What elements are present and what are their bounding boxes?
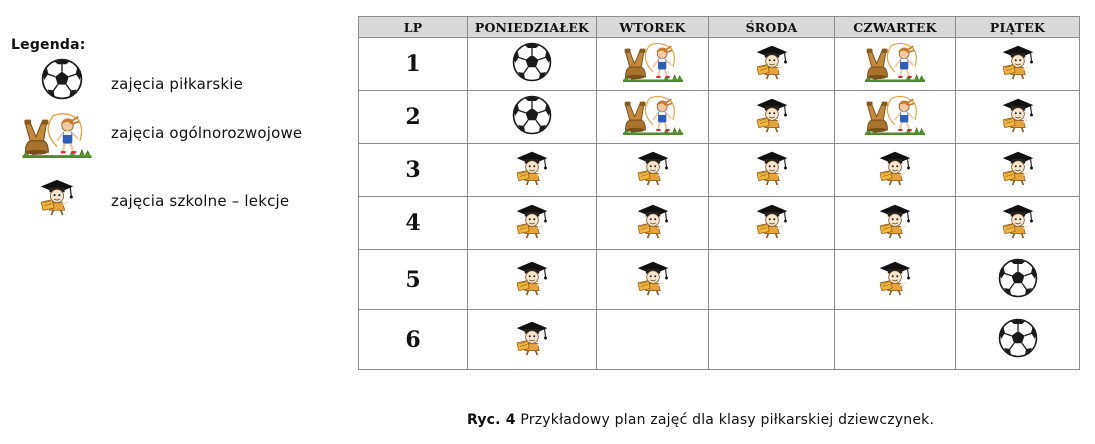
class-schedule-table [358,16,1080,370]
header-lp: LP [359,17,468,38]
schedule-cell [468,38,597,91]
graduate-student-icon [1000,150,1036,186]
schedule-cell [956,38,1080,91]
soccer-ball-icon [512,95,552,135]
soccer-ball-icon [41,58,83,100]
header-thursday: CZWARTEK [835,17,956,38]
lesson-number: 1 [359,38,468,91]
schedule-cell [956,250,1080,310]
schedule-cell [709,310,835,370]
graduate-student-icon [635,150,671,186]
schedule-cell [709,250,835,310]
schedule-cell [597,38,709,91]
table-row [359,310,1080,370]
schedule-cell [468,310,597,370]
schedule-cell [468,91,597,144]
graduate-student-icon [1000,44,1036,80]
header-monday: PONIEDZIAŁEK [468,17,597,38]
schedule-cell [709,38,835,91]
schedule-cell [597,144,709,197]
legend-label-school-lessons: zajęcia szkolne – lekcje [111,192,290,210]
table-header-row [359,17,1080,38]
graduate-student-icon [877,203,913,239]
schedule-cell [956,310,1080,370]
graduate-student-icon [877,150,913,186]
legend-title: Legenda: [11,37,86,53]
lesson-number: 4 [359,197,468,250]
header-friday: PIĄTEK [956,17,1080,38]
graduate-student-icon [514,320,550,356]
soccer-ball-icon [512,42,552,82]
header-wednesday: ŚRODA [709,17,835,38]
graduate-student-icon [754,44,790,80]
schedule-cell [597,250,709,310]
graduate-student-icon [514,203,550,239]
graduate-student-icon [1000,97,1036,133]
graduate-student-icon [754,97,790,133]
jump-rope-girl-icon [865,95,925,135]
schedule-cell [835,197,956,250]
graduate-student-icon [1000,203,1036,239]
graduate-student-icon [877,260,913,296]
schedule-cell [597,197,709,250]
schedule-cell [468,250,597,310]
schedule-cell [956,91,1080,144]
table-row [359,250,1080,310]
schedule-cell [956,144,1080,197]
graduate-student-icon [754,203,790,239]
lesson-number: 6 [359,310,468,370]
legend-label-general-fitness: zajęcia ogólnorozwojowe [111,124,303,142]
schedule-cell [709,144,835,197]
schedule-cell [597,310,709,370]
schedule-cell [597,91,709,144]
schedule-cell [835,38,956,91]
graduate-student-icon [754,150,790,186]
jump-rope-girl-icon [623,95,683,135]
graduate-student-icon [514,150,550,186]
schedule-cell [835,144,956,197]
schedule-cell [468,144,597,197]
figure-caption-text: Przykładowy plan zajęć dla klasy piłkarskiej dziewczynek. [520,412,935,428]
jump-rope-girl-icon [865,42,925,82]
graduate-student-icon [635,260,671,296]
jump-rope-girl-icon [21,112,93,158]
table-row [359,91,1080,144]
header-tuesday: WTOREK [597,17,709,38]
soccer-ball-icon [998,318,1038,358]
jump-rope-girl-icon [623,42,683,82]
table-row [359,38,1080,91]
legend-label-football: zajęcia piłkarskie [111,75,244,93]
schedule-cell [468,197,597,250]
graduate-student-icon [635,203,671,239]
schedule-cell [956,197,1080,250]
lesson-number: 3 [359,144,468,197]
table-row [359,144,1080,197]
figure-number: Ryc. 4 [467,412,516,428]
schedule-cell [835,250,956,310]
table-row [359,197,1080,250]
figure-caption [467,412,934,428]
graduate-student-icon [38,178,76,216]
schedule-cell [709,91,835,144]
lesson-number: 2 [359,91,468,144]
schedule-cell [835,91,956,144]
graduate-student-icon [514,260,550,296]
soccer-ball-icon [998,258,1038,298]
lesson-number: 5 [359,250,468,310]
schedule-cell [709,197,835,250]
schedule-cell [835,310,956,370]
